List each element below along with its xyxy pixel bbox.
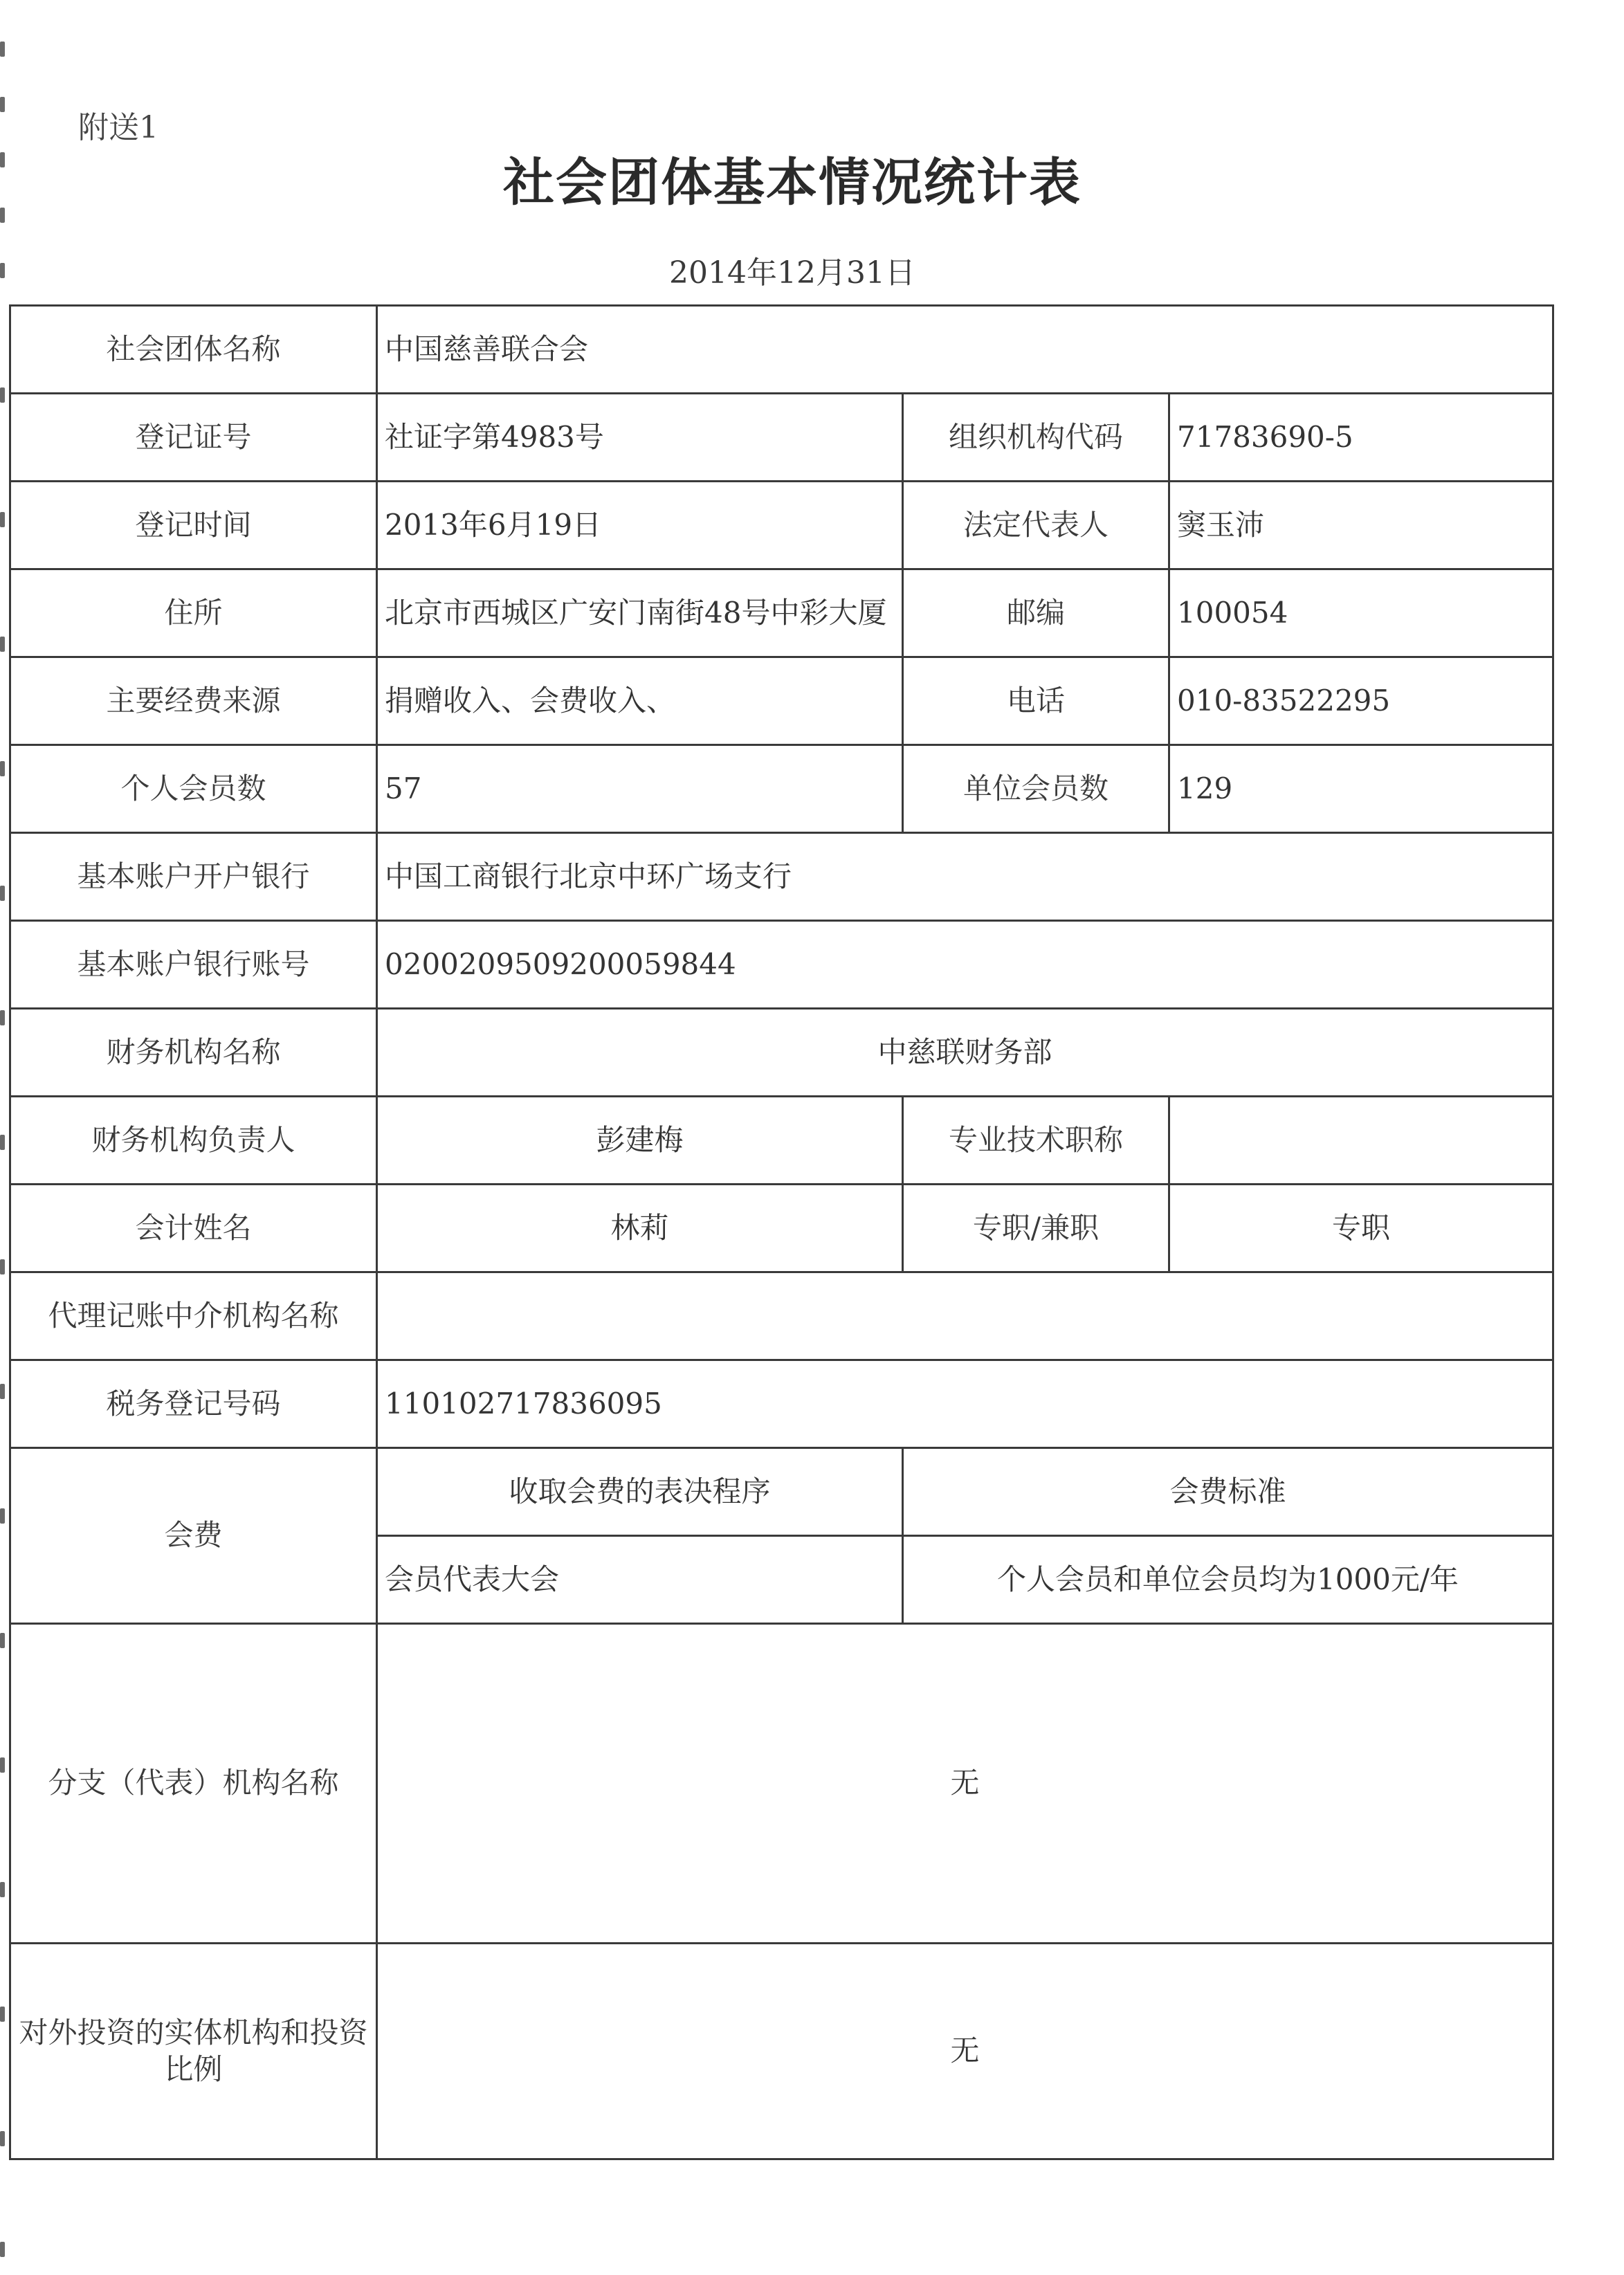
row-finance-dept (10, 1009, 1553, 1097)
legal-rep-label: 法定代表人 (903, 482, 1169, 569)
investments-value: 无 (377, 1944, 1553, 2159)
postcode-label: 邮编 (903, 569, 1169, 657)
individual-members-label: 个人会员数 (10, 745, 377, 833)
employment-type-value: 专职 (1169, 1185, 1553, 1272)
row-finance-head (10, 1097, 1553, 1185)
binding-hole (0, 886, 5, 901)
funding-source-value: 捐赠收入、会费收入、 (377, 657, 903, 745)
binding-hole (0, 42, 5, 57)
row-registration-date (10, 482, 1553, 569)
fees-standard-value: 个人会员和单位会员均为1000元/年 (903, 1536, 1553, 1624)
agency-name-label: 代理记账中介机构名称 (10, 1272, 377, 1360)
fees-procedure-header: 收取会费的表决程序 (377, 1448, 903, 1536)
unit-members-value: 129 (1169, 745, 1553, 833)
tax-no-value: 110102717836095 (377, 1360, 1553, 1448)
address-label: 住所 (10, 569, 377, 657)
branches-label: 分支（代表）机构名称 (10, 1624, 377, 1944)
finance-head-value: 彭建梅 (377, 1097, 903, 1185)
accountant-value: 林莉 (377, 1185, 903, 1272)
binding-hole (0, 1259, 5, 1274)
legal-rep-value: 窦玉沛 (1169, 482, 1553, 569)
tax-no-label: 税务登记号码 (10, 1360, 377, 1448)
registration-date-label: 登记时间 (10, 482, 377, 569)
binding-hole (0, 761, 5, 776)
row-registration (10, 394, 1553, 482)
row-bank-account (10, 921, 1553, 1009)
row-investments (10, 1944, 1553, 2159)
stats-form-table (9, 304, 1554, 2160)
page-title: 社会团体基本情况统计表 (503, 153, 1082, 212)
finance-head-label: 财务机构负责人 (10, 1097, 377, 1185)
row-bank-name (10, 833, 1553, 921)
finance-dept-label: 财务机构名称 (10, 1009, 377, 1097)
row-funding (10, 657, 1553, 745)
binding-hole (0, 1633, 5, 1648)
attachment-label: 附送1 (78, 110, 158, 145)
tech-title-label: 专业技术职称 (903, 1097, 1169, 1185)
binding-hole (0, 1882, 5, 1897)
row-branches (10, 1624, 1553, 1944)
bank-name-label: 基本账户开户银行 (10, 833, 377, 921)
registration-no-label: 登记证号 (10, 394, 377, 482)
fees-standard-header: 会费标准 (903, 1448, 1553, 1536)
binding-hole (0, 1508, 5, 1524)
individual-members-value: 57 (377, 745, 903, 833)
binding-hole (0, 387, 5, 403)
binding-hole (0, 2131, 5, 2146)
binding-holes (0, 0, 7, 2275)
agency-name-value (377, 1272, 1553, 1360)
row-agency (10, 1272, 1553, 1360)
bank-account-label: 基本账户银行账号 (10, 921, 377, 1009)
binding-hole (0, 1757, 5, 1773)
employment-type-label: 专职/兼职 (903, 1185, 1169, 1272)
row-members (10, 745, 1553, 833)
row-tax-no (10, 1360, 1553, 1448)
binding-hole (0, 512, 5, 527)
registration-no-value: 社证字第4983号 (377, 394, 903, 482)
row-address (10, 569, 1553, 657)
binding-hole (0, 1384, 5, 1399)
org-name-label: 社会团体名称 (10, 306, 377, 394)
fees-procedure-value: 会员代表大会 (377, 1536, 903, 1624)
binding-hole (0, 2242, 5, 2257)
org-code-value: 71783690-5 (1169, 394, 1553, 482)
phone-label: 电话 (903, 657, 1169, 745)
row-accountant (10, 1185, 1553, 1272)
report-date: 2014年12月31日 (669, 255, 915, 291)
bank-name-value: 中国工商银行北京中环广场支行 (377, 833, 1553, 921)
binding-hole (0, 1010, 5, 1025)
branches-value: 无 (377, 1624, 1553, 1944)
row-fees-header (10, 1448, 1553, 1536)
postcode-value: 100054 (1169, 569, 1553, 657)
org-code-label: 组织机构代码 (903, 394, 1169, 482)
binding-hole (0, 97, 5, 112)
row-org-name (10, 306, 1553, 394)
funding-source-label: 主要经费来源 (10, 657, 377, 745)
address-value: 北京市西城区广安门南街48号中彩大厦 (377, 569, 903, 657)
phone-value: 010-83522295 (1169, 657, 1553, 745)
finance-dept-value: 中慈联财务部 (377, 1009, 1553, 1097)
binding-hole (0, 2007, 5, 2022)
binding-hole (0, 637, 5, 652)
binding-hole (0, 1135, 5, 1150)
accountant-label: 会计姓名 (10, 1185, 377, 1272)
fees-label: 会费 (10, 1448, 377, 1624)
unit-members-label: 单位会员数 (903, 745, 1169, 833)
org-name-value: 中国慈善联合会 (377, 306, 1553, 394)
tech-title-value (1169, 1097, 1553, 1185)
registration-date-value: 2013年6月19日 (377, 482, 903, 569)
bank-account-value: 0200209509200059844 (377, 921, 1553, 1009)
investments-label: 对外投资的实体机构和投资比例 (10, 1944, 377, 2159)
